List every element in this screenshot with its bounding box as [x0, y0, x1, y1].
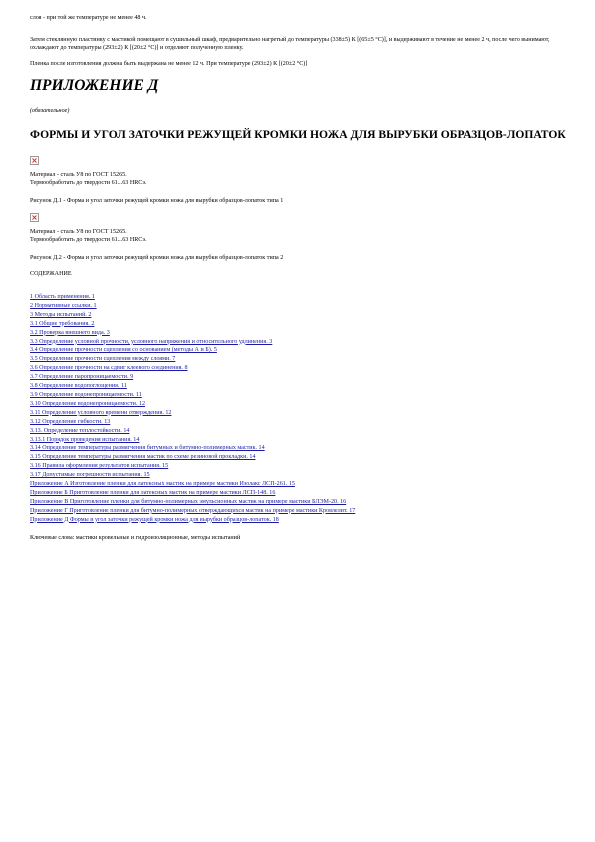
broken-image-icon [30, 213, 39, 222]
keywords: Ключевые слова: мастики кровельные и гидроизоляционные, методы испытаний [30, 534, 241, 541]
toc-link[interactable]: 3.5 Определение прочности сцепления между слоями. 7 [30, 356, 176, 363]
toc-link[interactable]: 3.11 Определение условного времени отверждения. 12 [30, 409, 172, 416]
toc-link[interactable]: 3.9 Определение водонепроницаемости. 11 [30, 391, 142, 398]
broken-image-icon [30, 156, 39, 165]
document-page [30, 14, 575, 542]
toc-link[interactable]: 3.3 Определение условной прочности, условного напряжения и относительного удлинения. 3 [30, 338, 273, 345]
figure-1-heat: Термообработать до твердости 61...63 HRCэ. [30, 180, 147, 186]
toc-link[interactable]: 3.16 Правила оформления результатов испытания. 15 [30, 463, 169, 470]
toc-link[interactable]: 3.7 Определение паропроницаемости. 9 [30, 374, 134, 381]
intro-paragraph-1: слоя - при той же температуре не менее 48 ч. [30, 15, 147, 21]
intro-paragraph-3: Пленка после изготовления должна быть выдержана не менее 12 ч. При температуре (293±2) К [(20±2 °С)] [30, 61, 308, 67]
toc-link[interactable]: Приложение Д Формы и угол заточки режущей кромки ножа для вырубки образцов-лопаток. 18 [30, 516, 279, 523]
toc-link[interactable]: 3.4 Определение прочности сцепления со основанием (методы А и Б). 5 [30, 347, 217, 354]
toc-heading: СОДЕРЖАНИЕ [30, 271, 72, 277]
toc-link[interactable]: 1 Область применения. 1 [30, 294, 95, 300]
toc-link[interactable]: 3.14 Определение температуры размягчения битумных и битумно-полимерных мастик. 14 [30, 445, 265, 452]
appendix-note: (обязательное) [30, 108, 70, 114]
toc-link[interactable]: 2 Нормативные ссылки. 1 [30, 302, 97, 309]
toc-link[interactable]: Приложение Б Приготовление пленки для латексных мастик на примере мастики ЛСП-148. 16 [30, 489, 276, 496]
figure-2-caption: Рисунок Д.2 - Форма и угол заточки режущей кромки ножа для вырубки образцов-лопаток типа 2 [30, 255, 284, 261]
toc-link[interactable]: 3.13.1 Порядок проведения испытания. 14 [30, 436, 140, 443]
toc-link[interactable]: Приложение А Изготовление пленки для латексных мастик на примере мастики Изолакс ЛСП-261. 15 [30, 481, 295, 488]
figure-2-material: Материал - сталь У8 по ГОСТ 15265. [30, 229, 127, 235]
toc-link[interactable]: 3.10 Определение водонепроницаемости. 12 [30, 400, 146, 407]
toc-link[interactable]: Приложение В Приготовление пленки для битумно-полимерных эмульсионных мастик на примере мастики БЛЭМ-20. 16 [30, 498, 347, 505]
figure-1-caption: Рисунок Д.1 - Форма и угол заточки режущей кромки ножа для вырубки образцов-лопаток типа 1 [30, 198, 284, 204]
figure-2-notes [30, 228, 575, 244]
toc-link[interactable]: 3.13. Определение теплостойкости. 14 [30, 427, 130, 434]
toc-link[interactable]: 3.1 Общие требования. 2 [30, 320, 95, 327]
toc-link[interactable]: 3.8 Определение водопоглощения. 11 [30, 383, 127, 390]
toc-link[interactable]: 3 Методы испытаний. 2 [30, 311, 92, 318]
appendix-heading: ФОРМЫ И УГОЛ ЗАТОЧКИ РЕЖУЩЕЙ КРОМКИ НОЖА ДЛЯ ВЫРУБКИ ОБРАЗЦОВ-ЛОПАТОК [30, 128, 566, 141]
table-of-contents [30, 293, 575, 525]
figure-1-notes [30, 171, 575, 187]
toc-link[interactable]: 3.6 Определение прочности на сдвиг клеевого соединения. 8 [30, 365, 188, 372]
figure-2-heat: Термообработать до твердости 61...63 HRCэ. [30, 237, 147, 243]
toc-link[interactable]: Приложение Г Приготовление пленки для битумно-полимерных отверждающихся мастик на примере мастики Кровлелит. 17 [30, 507, 356, 514]
toc-link[interactable]: 3.2 Проверка внешнего вида. 3 [30, 329, 110, 336]
toc-link[interactable]: 3.12 Определение гибкости. 13 [30, 418, 111, 425]
intro-paragraph-2: Затем стеклянную пластинку с мастикой помещают в сушильный шкаф, предварительно нагретый до температуры (338±5) К [(65±5 °С)], и выдерживают в течение не менее 2 ч, после чего вынимают, охлаждают до температуры (293±2) К [(20±2 °С)] и отделяют полученную пленку. [30, 37, 550, 51]
figure-1-material: Материал - сталь У8 по ГОСТ 15265. [30, 172, 127, 178]
toc-link[interactable]: 3.17 Допустимые погрешности испытания. 15 [30, 472, 150, 479]
toc-link[interactable]: 3.15 Определение температуры размягчения мастик по схеме резиновой прокладки. 14 [30, 454, 256, 461]
appendix-title: ПРИЛОЖЕНИЕ Д [30, 77, 159, 94]
